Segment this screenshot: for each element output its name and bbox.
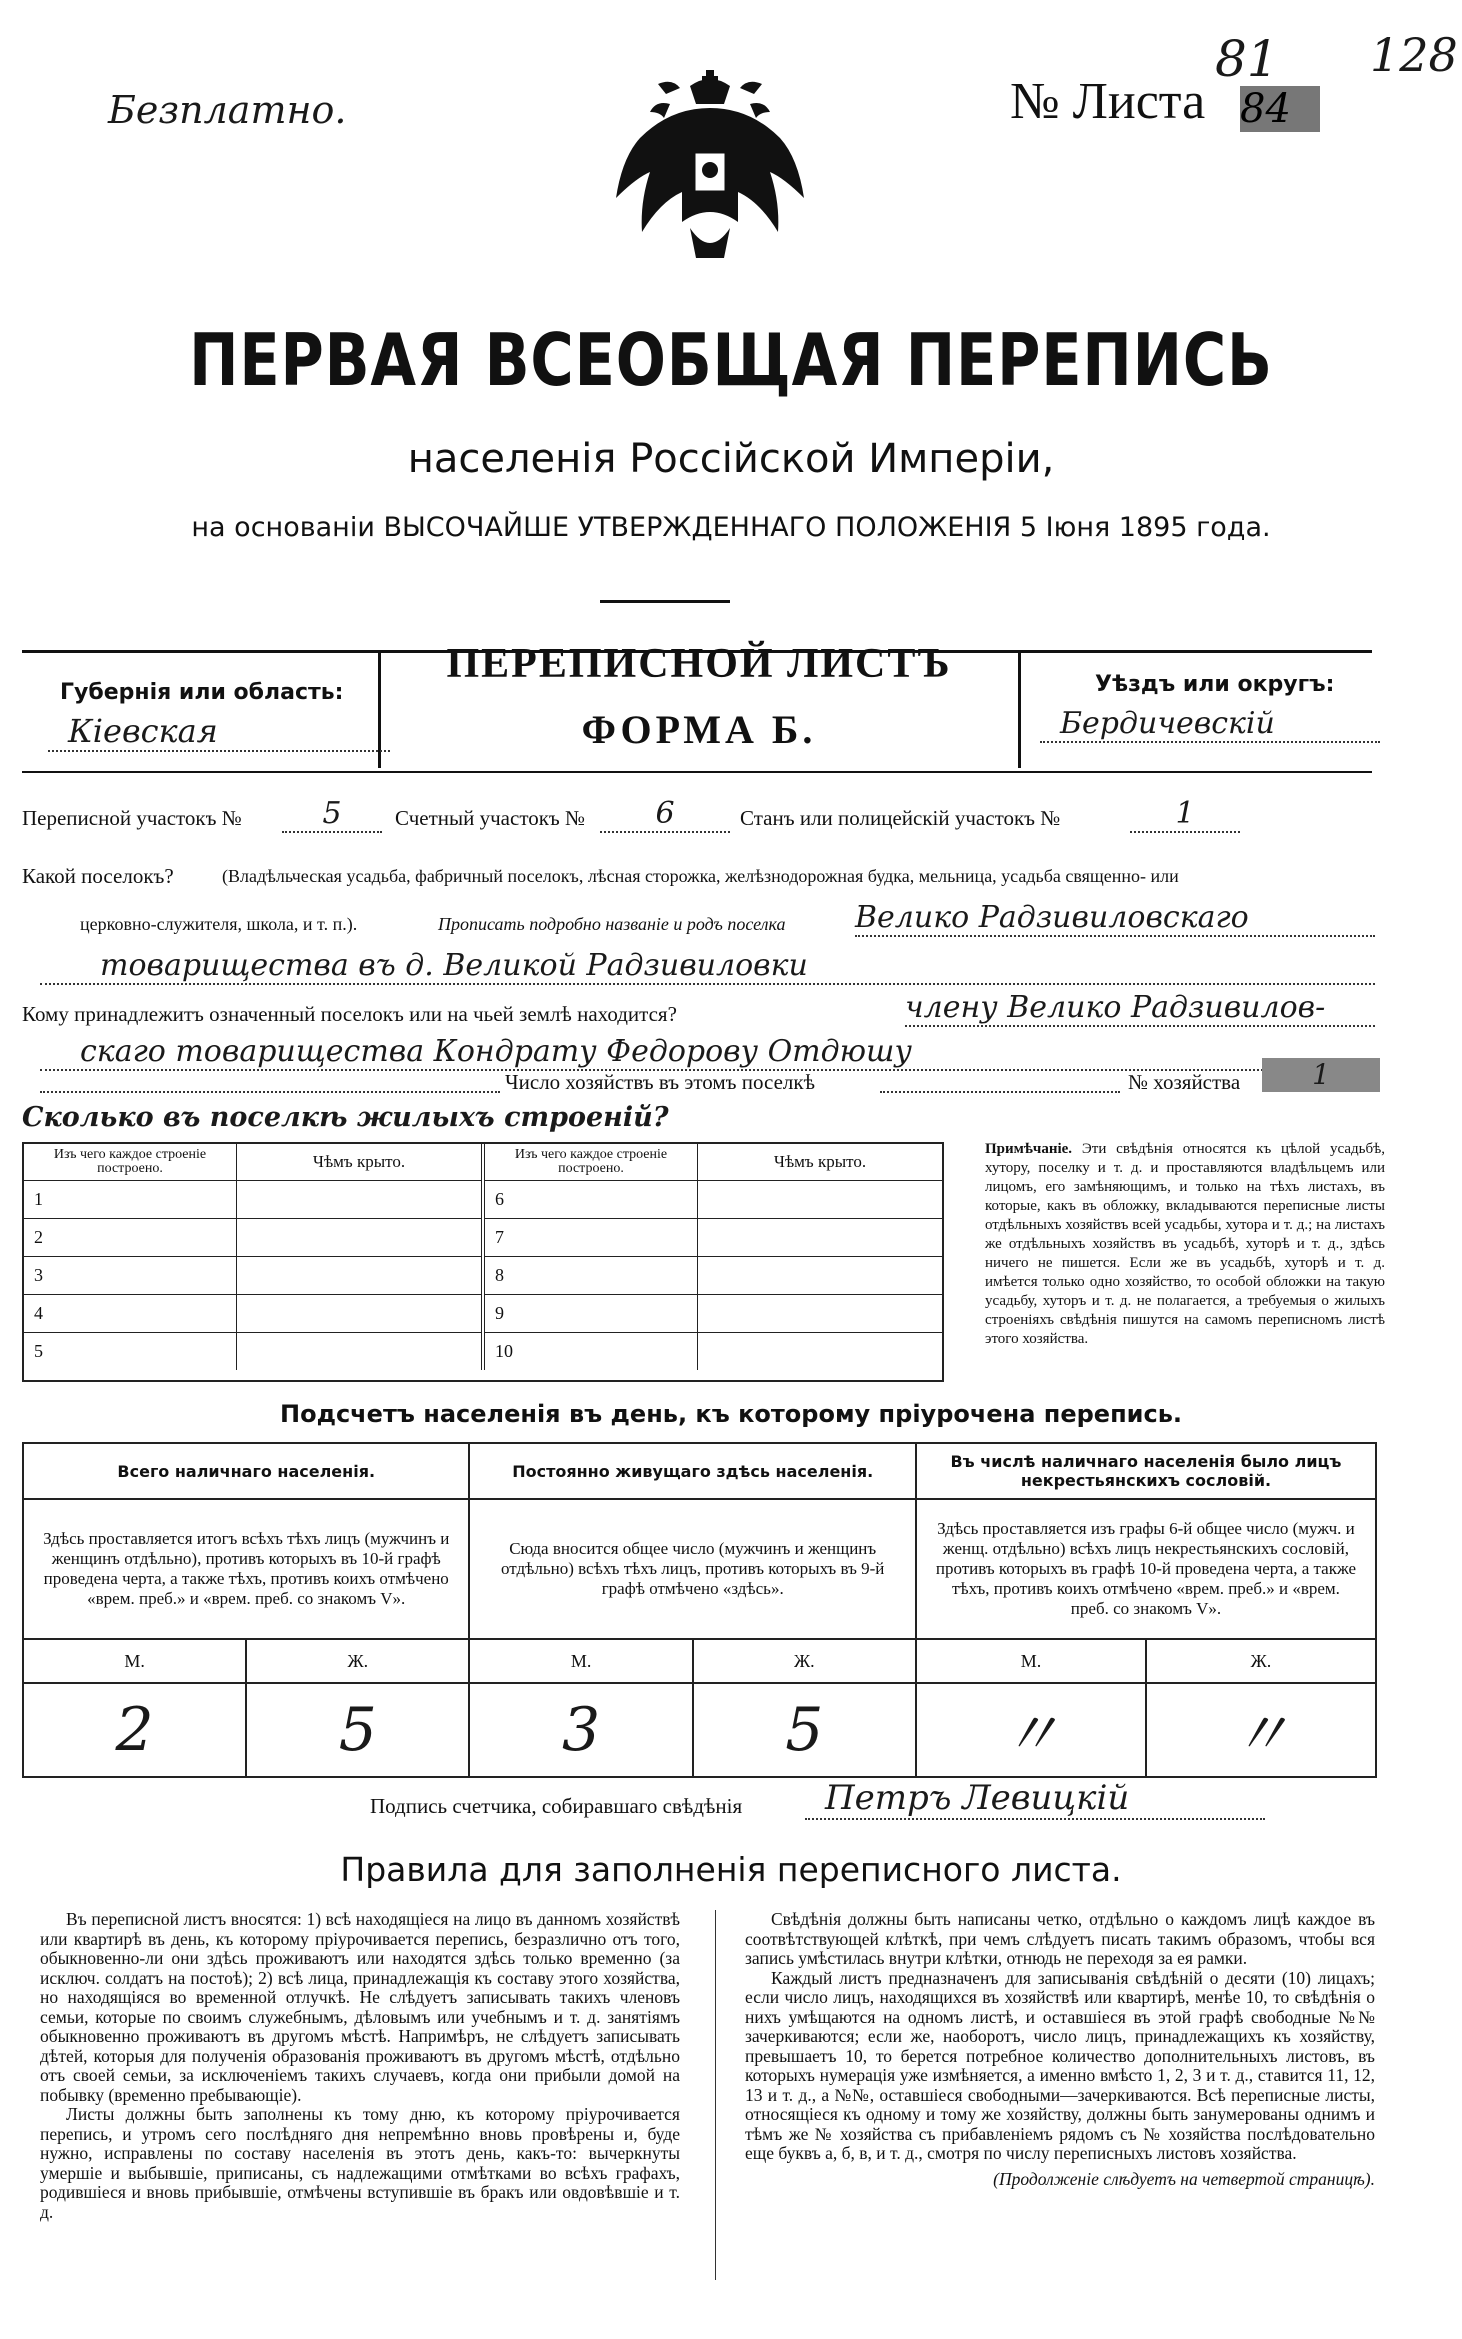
province-label: Губернія или область: bbox=[60, 680, 344, 705]
owner-value-2: скаго товарищества Кондрату Федорову Отдюшу bbox=[40, 1034, 1375, 1071]
non-peasant-male-value: 〃 bbox=[916, 1683, 1146, 1777]
rules-right-paragraph: Каждый листъ предназначенъ для записыванія свѣдѣній о десяти (10) лицахъ; если число лицъ, находящихся въ хозяйствѣ или квартирѣ, менѣе 10, то свѣдѣнія о нихъ умѣщаются на одномъ листѣ, и оставшіеся въ этой графѣ свободные №№ зачеркиваются; если же, наоборотъ, число лицъ, принадлежащихъ къ хозяйству, превышаетъ 10, то берется потребное количество дополнительныхъ листовъ, въ которыхъ нумерація уже измѣняется, а именно вмѣсто 1, 2, 3 и т. д., ставится 11, 12, 13 и т. д., а №№, оставшіеся свободными—зачеркиваются. Всѣ переписные листы, относящіеся къ одному и тому же хозяйству, должны быть занумерованы однимъ и тѣмъ же № хозяйства съ прибавленіемъ рядомъ съ № хозяйства послѣдовательно еще буквъ а, б, в, и т. д., смотря по числу переписныхъ листовъ хозяйства. bbox=[745, 1967, 1375, 2163]
settlement-value-2: товарищества въ д. Великой Радзивиловки bbox=[40, 948, 1375, 985]
rules-title: Правила для заполненія переписного листа. bbox=[340, 1850, 1122, 1889]
female-header: Ж. bbox=[246, 1639, 469, 1683]
building-row-number: 10 bbox=[485, 1333, 698, 1371]
form-title: ПЕРЕПИСНОЙ ЛИСТЪ bbox=[446, 641, 952, 687]
rules-left-paragraph: Въ переписной листъ вносятся: 1) всѣ находящіеся на лицо въ данномъ хозяйствѣ или квартирѣ въ день, къ которому пріурочивается перепись, безразлично отъ того, обыкновенно-ли они здѣсь проживаютъ или находятся здѣсь только временно (за исключ. солдатъ на постоѣ); 2) всѣ лица, принадлежащія къ составу этого хозяйства, но находящіяся во временной отлучкѣ. Не слѣдуетъ записывать такихъ членовъ семьи, которые по своимъ служебнымъ, дѣловымъ или учебнымъ и т. д. занятіямъ обыкновенно проживаютъ въ другомъ мѣстѣ. Напримѣръ, не слѣдуетъ записывать дѣтей, которыя для полученія образованія проживаютъ въ другомъ мѣстѣ, отдѣльно отъ своей семьи, за исключеніемъ такихъ случаевъ, когда они прибыли домой на побывку (временно пребывающіе). bbox=[40, 1909, 680, 2105]
total-male-value: 2 bbox=[23, 1683, 246, 1777]
district-region-label: Уѣздъ или округъ: bbox=[1095, 672, 1335, 697]
owner-value-1: члену Велико Радзивилов- bbox=[905, 990, 1375, 1027]
buildings-question: Сколько въ поселкѣ жилыхъ строеній? bbox=[22, 1102, 669, 1133]
form-label: ФОРМА Б. bbox=[581, 707, 817, 752]
basis-line: на основаніи ВЫСОЧАЙШЕ УТВЕРЖДЕННАГО ПОЛОЖЕНІЯ 5 Іюня 1895 года. bbox=[191, 512, 1271, 543]
female-header: Ж. bbox=[1146, 1639, 1376, 1683]
sheet-number-original: 84 bbox=[1240, 86, 1320, 132]
households-count-label: Число хозяйствъ въ этомъ поселкѣ bbox=[505, 1070, 815, 1094]
roof-column-header: Чѣмъ крыто. bbox=[698, 1144, 943, 1181]
building-row-number: 5 bbox=[24, 1333, 237, 1371]
stan-value: 1 bbox=[1130, 796, 1240, 833]
rules-continued: (Продолженіе слѣдуетъ на четвертой страницѣ). bbox=[993, 2168, 1375, 2189]
total-population-header: Всего наличнаго населенія. bbox=[23, 1443, 469, 1499]
census-district-label: Переписной участокъ № bbox=[22, 806, 242, 830]
census-district-value: 5 bbox=[282, 796, 382, 833]
rules-right-paragraph: Свѣдѣнія должны быть написаны четко, отдѣльно о каждомъ лицѣ каждое въ соотвѣтствующей клѣткѣ, при чемъ слѣдуетъ писать такимъ образомъ, чтобы вся запись умѣстилась внутри клѣтки, отнюдь не переходя за ея рамки. bbox=[745, 1909, 1375, 1968]
rules-divider bbox=[715, 1910, 716, 2280]
building-row-number: 7 bbox=[485, 1219, 698, 1257]
building-row-number: 4 bbox=[24, 1295, 237, 1333]
total-population-desc: Здѣсь проставляется итогъ всѣхъ тѣхъ лицъ (мужчинъ и женщинъ отдѣльно), противъ которыхъ въ 10-й графѣ проведена черта, а также тѣхъ, противъ коихъ отмѣчено «врем. преб.» и «врем. преб. со знакомъ V». bbox=[23, 1499, 469, 1639]
rules-left-paragraph: Листы должны быть заполнены къ тому дню, къ которому пріурочивается перепись, и утромъ сего послѣдняго дня непремѣнно вновь провѣрены и, буде нужно, исправлены по составу населенія въ этотъ день, какъ-то: вычеркнуты умершіе и выбывшіе, приписаны, съ надлежащими отмѣтками во всѣхъ графахъ, родившіеся и вновь прибывшіе, отмѣчены вступившіе въ бракъ или овдовѣвшіе и т. д. bbox=[40, 2104, 680, 2222]
permanent-male-value: 3 bbox=[469, 1683, 692, 1777]
roof-column-header: Чѣмъ крыто. bbox=[237, 1144, 482, 1181]
settlement-value-1: Велико Радзивиловскаго bbox=[855, 900, 1375, 937]
separator-line bbox=[600, 600, 730, 603]
signature-label: Подпись счетчика, собиравшаго свѣдѣнія bbox=[370, 1794, 743, 1818]
building-row-number: 8 bbox=[485, 1257, 698, 1295]
settlement-hint-3: Прописать подробно названіе и родъ поселка bbox=[438, 914, 786, 934]
settlement-label: Какой поселокъ? bbox=[22, 864, 174, 888]
note-text: Эти свѣдѣнія относятся къ цѣлой усадьбѣ, хутору, поселку и т. д. и проставляются владѣльцемъ или лицомъ, его замѣняющимъ, и только на тѣхъ листахъ, въ которые, какъ въ обложку, вкладываются переписные листы отдѣльныхъ хозяйствъ всей усадьбы, хутора и т. д.; на листахъ же отдѣльныхъ хозяйствъ въ усадьбѣ, хуторѣ и т. д., здѣсь ничего не пишется. Если же въ усадьбѣ, хуторѣ и т. д. имѣется только одно хозяйство, то особой обложки на такую усадьбу, хуторъ и т. д. не полагается, а требуемыя о жилыхъ строеніяхъ свѣдѣнія пишутся на самомъ переписномъ листѣ этого хозяйства. bbox=[985, 1141, 1386, 1347]
free-label: Безплатно. bbox=[108, 88, 347, 132]
household-number-value: 1 bbox=[1262, 1058, 1380, 1092]
counting-district-label: Счетный участокъ № bbox=[395, 806, 586, 830]
stan-label: Станъ или полицейскій участокъ № bbox=[740, 806, 1061, 830]
settlement-hint: (Владѣльческая усадьба, фабричный поселокъ, лѣсная сторожка, желѣзнодорожная будка, мельница, усадьба священно- или bbox=[222, 866, 1179, 886]
non-peasant-desc: Здѣсь проставляется изъ графы 6-й общее число (мужч. и женщ. отдѣльно) всѣхъ лицъ некрестьянскихъ сословій, противъ которыхъ въ графѣ 10-й проведена черта, а также тѣхъ, противъ коихъ отмѣчено «врем. преб.» и «врем. преб. со знакомъ V». bbox=[916, 1499, 1376, 1639]
rules-left-column bbox=[40, 1910, 680, 2222]
imperial-eagle-emblem bbox=[610, 68, 810, 268]
building-row-number: 6 bbox=[485, 1181, 698, 1219]
page-title: ПЕРВАЯ ВСЕОБЩАЯ ПЕРЕПИСЬ bbox=[189, 318, 1273, 402]
non-peasant-female-value: 〃 bbox=[1146, 1683, 1376, 1777]
total-female-value: 5 bbox=[246, 1683, 469, 1777]
counting-district-value: 6 bbox=[600, 796, 730, 833]
settlement-hint-2: церковно-служителя, школа, и т. п.). bbox=[80, 914, 358, 934]
owner-label: Кому принадлежитъ означенный поселокъ или на чьей землѣ находится? bbox=[22, 1002, 677, 1026]
buildings-table-right bbox=[484, 1144, 942, 1370]
male-header: М. bbox=[916, 1639, 1146, 1683]
female-header: Ж. bbox=[693, 1639, 916, 1683]
district-region-value: Бердичевскій bbox=[1040, 706, 1380, 743]
male-header: М. bbox=[23, 1639, 246, 1683]
sheet-number-label: № Листа bbox=[1010, 73, 1206, 130]
male-header: М. bbox=[469, 1639, 692, 1683]
building-row-number: 9 bbox=[485, 1295, 698, 1333]
buildings-table-left bbox=[24, 1144, 482, 1370]
building-row-number: 2 bbox=[24, 1219, 237, 1257]
population-table bbox=[22, 1442, 1377, 1778]
building-row-number: 1 bbox=[24, 1181, 237, 1219]
corner-page-number: 128 bbox=[1370, 28, 1458, 82]
signature-value: Петръ Левицкій bbox=[805, 1778, 1265, 1820]
material-column-header: Изъ чего каждое строеніе построено. bbox=[24, 1144, 237, 1181]
permanent-population-desc: Сюда вносится общее число (мужчинъ и женщинъ отдѣльно) всѣхъ тѣхъ лицъ, противъ которыхъ въ 9-й графѣ отмѣчено «здѣсь». bbox=[469, 1499, 915, 1639]
page-subtitle: населенія Россійской Имперіи, bbox=[407, 436, 1055, 482]
note-block bbox=[985, 1140, 1385, 1349]
permanent-female-value: 5 bbox=[693, 1683, 916, 1777]
rules-right-column bbox=[745, 1910, 1375, 2189]
province-value: Кіевская bbox=[48, 712, 390, 752]
household-number-label: № хозяйства bbox=[1128, 1070, 1241, 1094]
material-column-header: Изъ чего каждое строеніе построено. bbox=[485, 1144, 698, 1181]
population-heading: Подсчетъ населенія въ день, къ которому пріурочена перепись. bbox=[280, 1400, 1182, 1428]
building-row-number: 3 bbox=[24, 1257, 237, 1295]
permanent-population-header: Постоянно живущаго здѣсь населенія. bbox=[469, 1443, 915, 1499]
non-peasant-header: Въ числѣ наличнаго населенія было лицъ некрестьянскихъ сословій. bbox=[916, 1443, 1376, 1499]
note-lead: Примѣчаніе. bbox=[985, 1141, 1073, 1157]
sheet-number-corrected: 81 bbox=[1215, 30, 1279, 88]
